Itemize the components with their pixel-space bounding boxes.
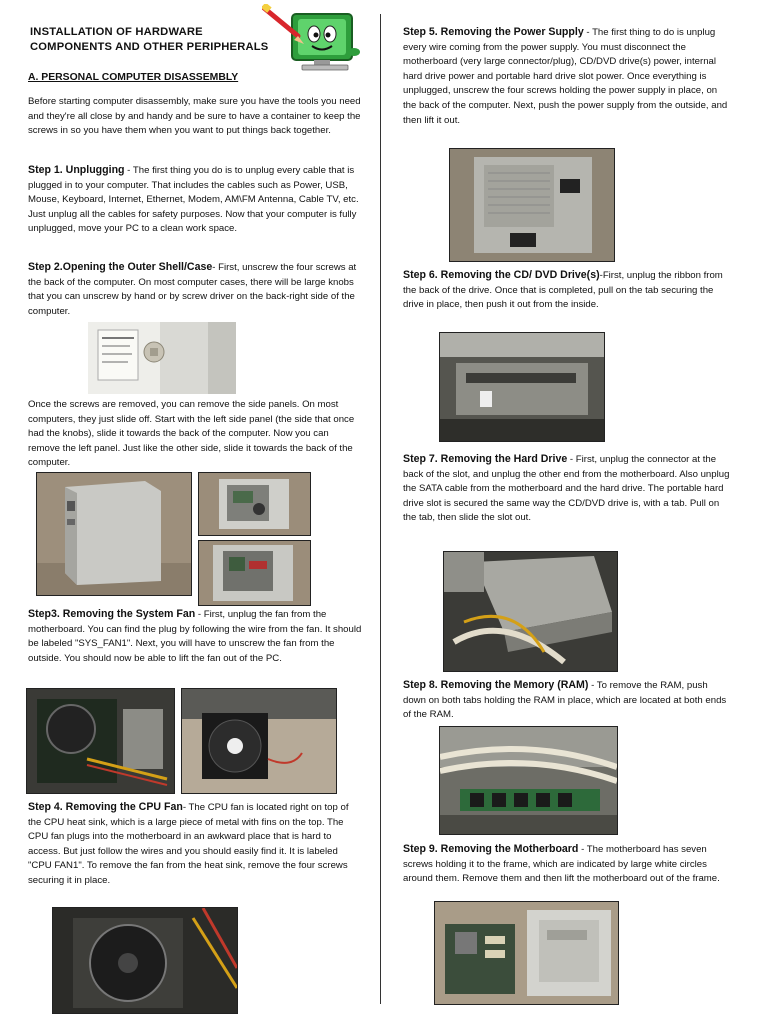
- step-4-paragraph: [28, 800, 362, 889]
- step-5-paragraph: [403, 25, 733, 128]
- step-9-text: - The motherboard has seven screws holding it to the frame, which are indicated by large white circles around them. Remove them and then lift the motherboard out of the frame.: [403, 844, 720, 885]
- step-6-text: -First, unplug the ribbon from the back of the drive. Once that is completed, pull on the tab securing the drive in place, then push it out from the inside.: [403, 270, 723, 311]
- step-5-title: Step 5. Removing the Power Supply: [403, 26, 584, 38]
- step-1-text: - The first thing you do is to unplug every cable that is plugged in to your computer. That includes the cables such as Power, USB, Mouse, Keyboard, Internet, Ethernet, Modem, AM\FM Antenna, Cable TV, etc. Just unplug all the cables for safety purposes. Now that your computer is fully unplugged, move your PC to a clean work space.: [28, 165, 359, 235]
- title-line-2: COMPONENTS AND OTHER PERIPHERALS: [30, 41, 269, 53]
- cpu-fan-photo: [52, 907, 238, 1014]
- step-2-text: - First, unscrew the four screws at the back of the computer. On most computer cases, there will be large knobs that you can unscrew by hand or by screw driver on the back-right side of the computer.: [28, 262, 357, 317]
- step-8-title: Step 8. Removing the Memory (RAM): [403, 679, 589, 691]
- computer-mascot-icon: [262, 4, 374, 76]
- section-a-heading: A. PERSONAL COMPUTER DISASSEMBLY: [28, 72, 239, 83]
- step-5-text: - The first thing to do is unplug every wire coming from the power supply. You must disconnect the motherboard (very large connector/plug), CD/DVD drive(s) power, internal hard drive power and portable hard drive slot power. Once everything is unplugged, unscrew the four screws holding the power supply in place, on the back of the computer. Next, push the power supply from the outside, and then lift it out.: [403, 27, 728, 126]
- open-case-photo-1: [198, 472, 311, 536]
- ram-photo: [439, 726, 618, 835]
- step-4-text: - The CPU fan is located right on top of the CPU heat sink, which is a large piece of metal with fins on the top. The CPU fan plugs into the motherboard in an awkward place that is hard to access. But just follow the wires and you should easily find it. It is labeled "CPU FAN1". To remove the fan from the heat sink, remove the four screws securing it in place.: [28, 802, 349, 886]
- cd-dvd-drive-photo: [439, 332, 605, 442]
- step-6-title: Step 6. Removing the CD/ DVD Drive(s): [403, 269, 600, 281]
- step-7-title: Step 7. Removing the Hard Drive: [403, 453, 568, 465]
- step-1-paragraph: [28, 163, 362, 237]
- step-2-continued: Once the screws are removed, you can remove the side panels. On most computers, they just slide off. Start with the left side panel (the side that once had the knobs), slide it towards the back of the computer. Now you can remove the left panel. Just like the other side, slide it towards the back of the computer.: [28, 399, 355, 469]
- case-screws-photo: [88, 322, 236, 394]
- step-9-paragraph: [403, 842, 733, 887]
- document-title: [30, 25, 268, 55]
- step-3-text: - First, unplug the fan from the motherboard. You can find the plug by following the wire from the fan. It should be labeled "SYS_FAN1". Next, you will have to unscrew the fan from the outside. You should now be able to lift the fan out of the PC.: [28, 609, 362, 664]
- system-fan-removed-photo: [181, 688, 337, 794]
- step-1-title: Step 1. Unplugging: [28, 164, 125, 176]
- open-case-photo-2: [198, 540, 311, 606]
- intro-paragraph: Before starting computer disassembly, make sure you have the tools you need and they're all close by and handy and be sure to have a container to keep the screws in so you have them when you want to put things back together.: [28, 96, 361, 137]
- step-2-title: Step 2.Opening the Outer Shell/Case: [28, 261, 213, 273]
- motherboard-photo: [434, 901, 619, 1005]
- hard-drive-photo: [443, 551, 618, 672]
- step-4-title: Step 4. Removing the CPU Fan: [28, 801, 183, 813]
- tower-case-photo: [36, 472, 192, 596]
- step-2-paragraph: [28, 260, 362, 319]
- system-fan-inside-photo: [26, 688, 175, 794]
- title-line-1: INSTALLATION OF HARDWARE: [30, 26, 203, 38]
- power-supply-photo: [449, 148, 615, 262]
- step-8-text: - To remove the RAM, push down on both tabs holding the RAM in place, which are located at both ends of the RAM.: [403, 680, 727, 721]
- column-divider: [380, 14, 381, 1004]
- step-7-text: - First, unplug the connector at the back of the slot, and unplug the other end from the motherboard. Also unplug the SATA cable from the motherboard and the hard drive. The portable hard drive slot is secured the same way the CD/DVD drive is, with a tab. Pull on the tab, then slide the slot out.: [403, 454, 730, 524]
- step-3-title: Step3. Removing the System Fan: [28, 608, 196, 620]
- step-7-paragraph: [403, 452, 733, 526]
- step-8-paragraph: [403, 678, 733, 723]
- step-9-title: Step 9. Removing the Motherboard: [403, 843, 579, 855]
- step-6-paragraph: [403, 268, 733, 313]
- step-3-paragraph: [28, 607, 362, 666]
